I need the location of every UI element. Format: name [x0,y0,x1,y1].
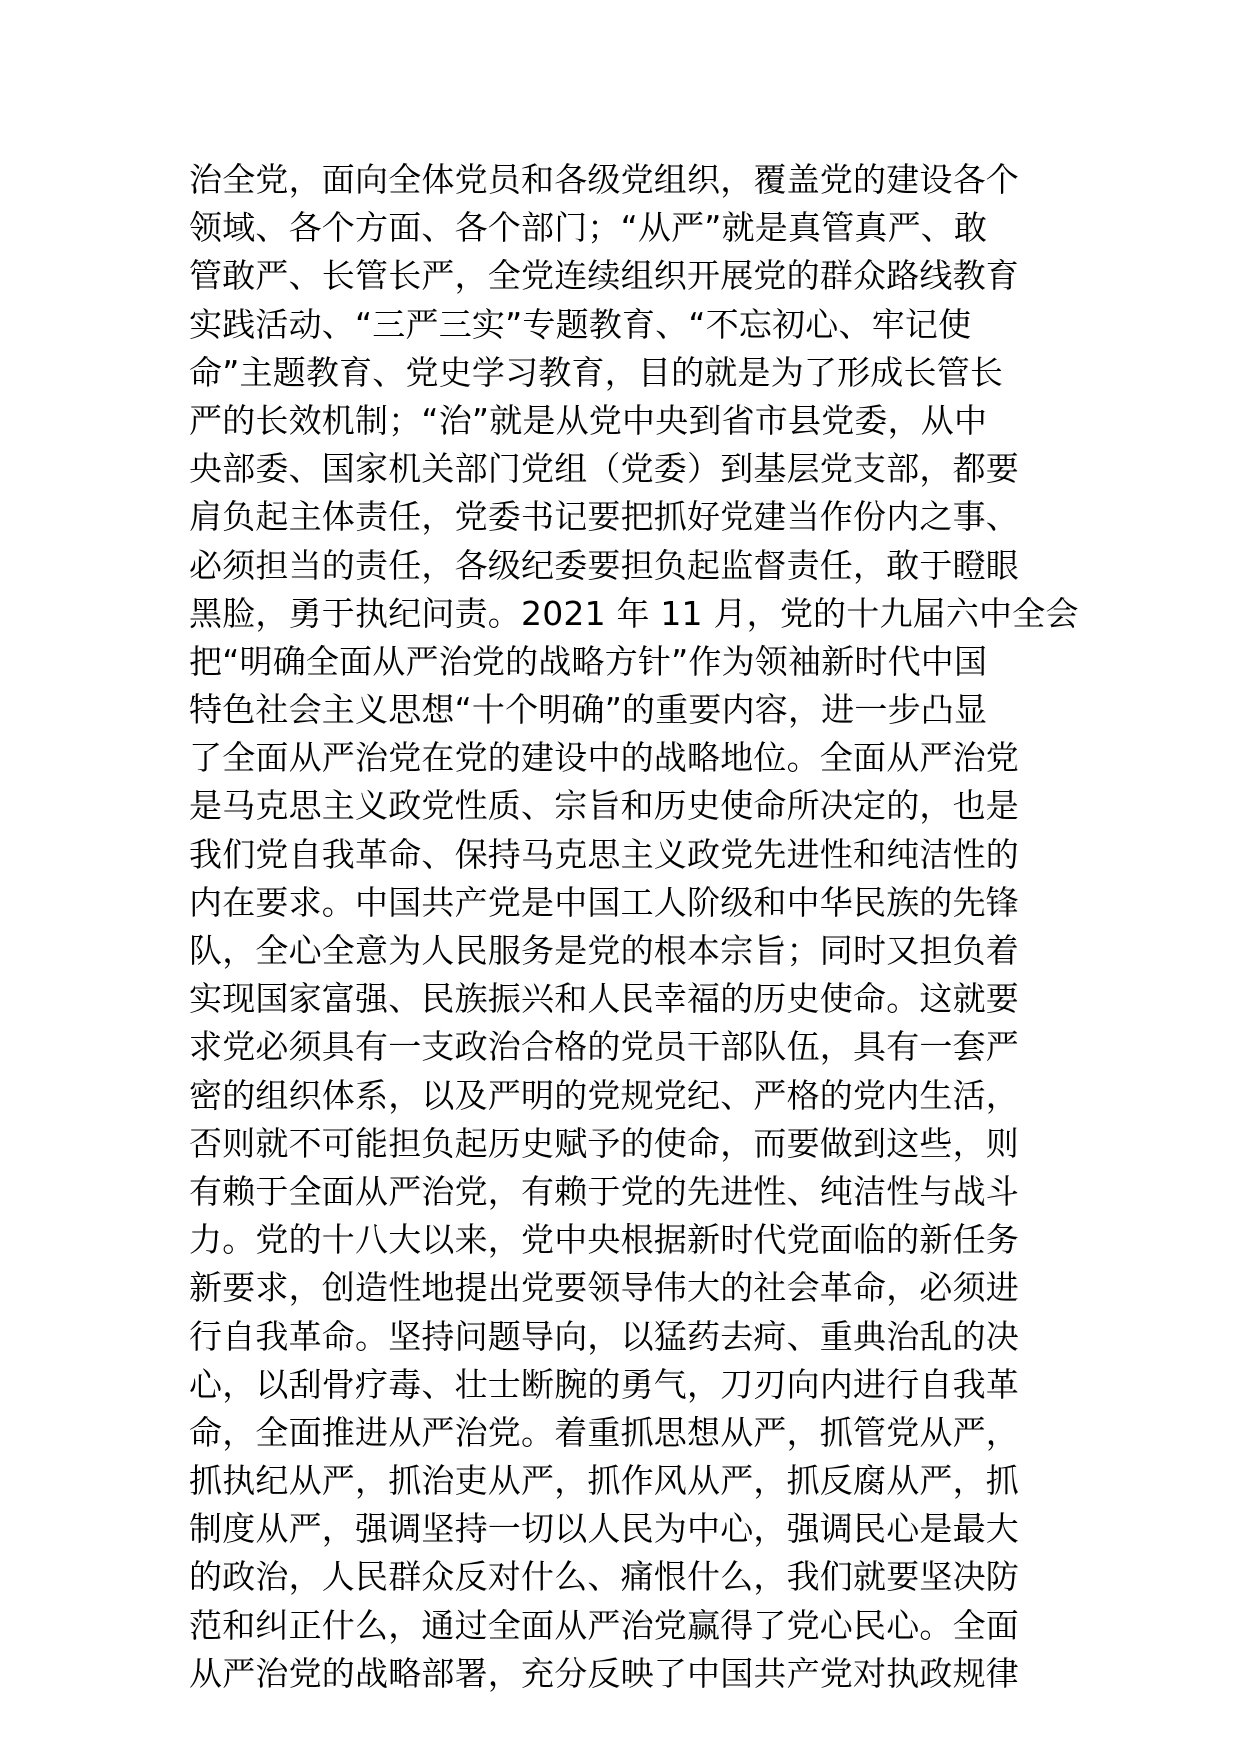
text-line: 求党必须具有一支政治合格的党员干部队伍，具有一套严 [189,1027,1019,1067]
text-line: 队，全心全意为人民服务是党的根本宗旨；同时又担负着 [189,931,1019,970]
text-line: 把“明确全面从严治党的战略方针”作为领袖新时代中国 [189,641,988,681]
text-line: 的政治，人民群众反对什么、痛恨什么，我们就要坚决防 [189,1557,1019,1597]
text-line: 力。党的十八大以来，党中央根据新时代党面临的新任务 [189,1220,1019,1260]
text-line: 必须担当的责任，各级纪委要担负起监督责任，敢于瞪眼 [189,545,1019,585]
text-line: 密的组织体系，以及严明的党规党纪、严格的党内生活， [189,1075,1019,1115]
text-line: 命”主题教育、党史学习教育，目的就是为了形成长管长 [189,352,1004,392]
text-line: 有赖于全面从严治党，有赖于党的先进性、纯洁性与战斗 [189,1171,1019,1211]
text-line: 是马克思主义政党性质、宗旨和历史使命所决定的，也是 [189,786,1019,826]
text-line: 领域、各个方面、各个部门；“从严”就是真管真严、敢 [189,208,988,248]
text-line: 严的长效机制；“治”就是从党中央到省市县党委，从中 [189,400,988,440]
text-line: 行自我革命。坚持问题导向，以猛药去疴、重典治乱的决 [189,1316,1019,1356]
text-line: 实现国家富强、民族振兴和人民幸福的历史使命。这就要 [189,979,1019,1019]
text-line: 特色社会主义思想“十个明确”的重要内容，进一步凸显 [189,690,988,730]
text-line: 新要求，创造性地提出党要领导伟大的社会革命，必须进 [189,1268,1019,1308]
text-line: 治全党，面向全体党员和各级党组织，覆盖党的建设各个 [189,160,1019,199]
text-line: 我们党自我革命、保持马克思主义政党先进性和纯洁性的 [189,834,1019,874]
text-line: 央部委、国家机关部门党组（党委）到基层党支部，都要 [189,449,1019,489]
text-line: 制度从严，强调坚持一切以人民为中心，强调民心是最大 [189,1509,1019,1549]
text-line: 实践活动、“三严三实”专题教育、“不忘初心、牢记使 [189,304,972,344]
text-line: 心，以刮骨疗毒、壮士断腕的勇气，刀刃向内进行自我革 [189,1364,1019,1404]
text-line: 管敢严、长管长严，全党连续组织开展党的群众路线教育 [189,256,1019,296]
body-text [189,156,1079,1698]
text-line: 内在要求。中国共产党是中国工人阶级和中华民族的先锋 [189,882,1019,922]
text-line: 抓执纪从严，抓治吏从严，抓作风从严，抓反腐从严，抓 [189,1461,1019,1501]
text-line: 命，全面推进从严治党。着重抓思想从严，抓管党从严， [189,1412,1019,1452]
text-line: 黑脸，勇于执纪问责。2021 年 11 月，党的十九届六中全会 [189,593,1079,633]
text-line: 肩负起主体责任，党委书记要把抓好党建当作份内之事、 [189,497,1019,537]
text-line: 从严治党的战略部署，充分反映了中国共产党对执政规律 [189,1653,1019,1693]
text-line: 了全面从严治党在党的建设中的战略地位。全面从严治党 [189,738,1019,778]
text-line: 否则就不可能担负起历史赋予的使命，而要做到这些，则 [189,1123,1019,1163]
text-line: 范和纠正什么，通过全面从严治党赢得了党心民心。全面 [189,1605,1019,1645]
